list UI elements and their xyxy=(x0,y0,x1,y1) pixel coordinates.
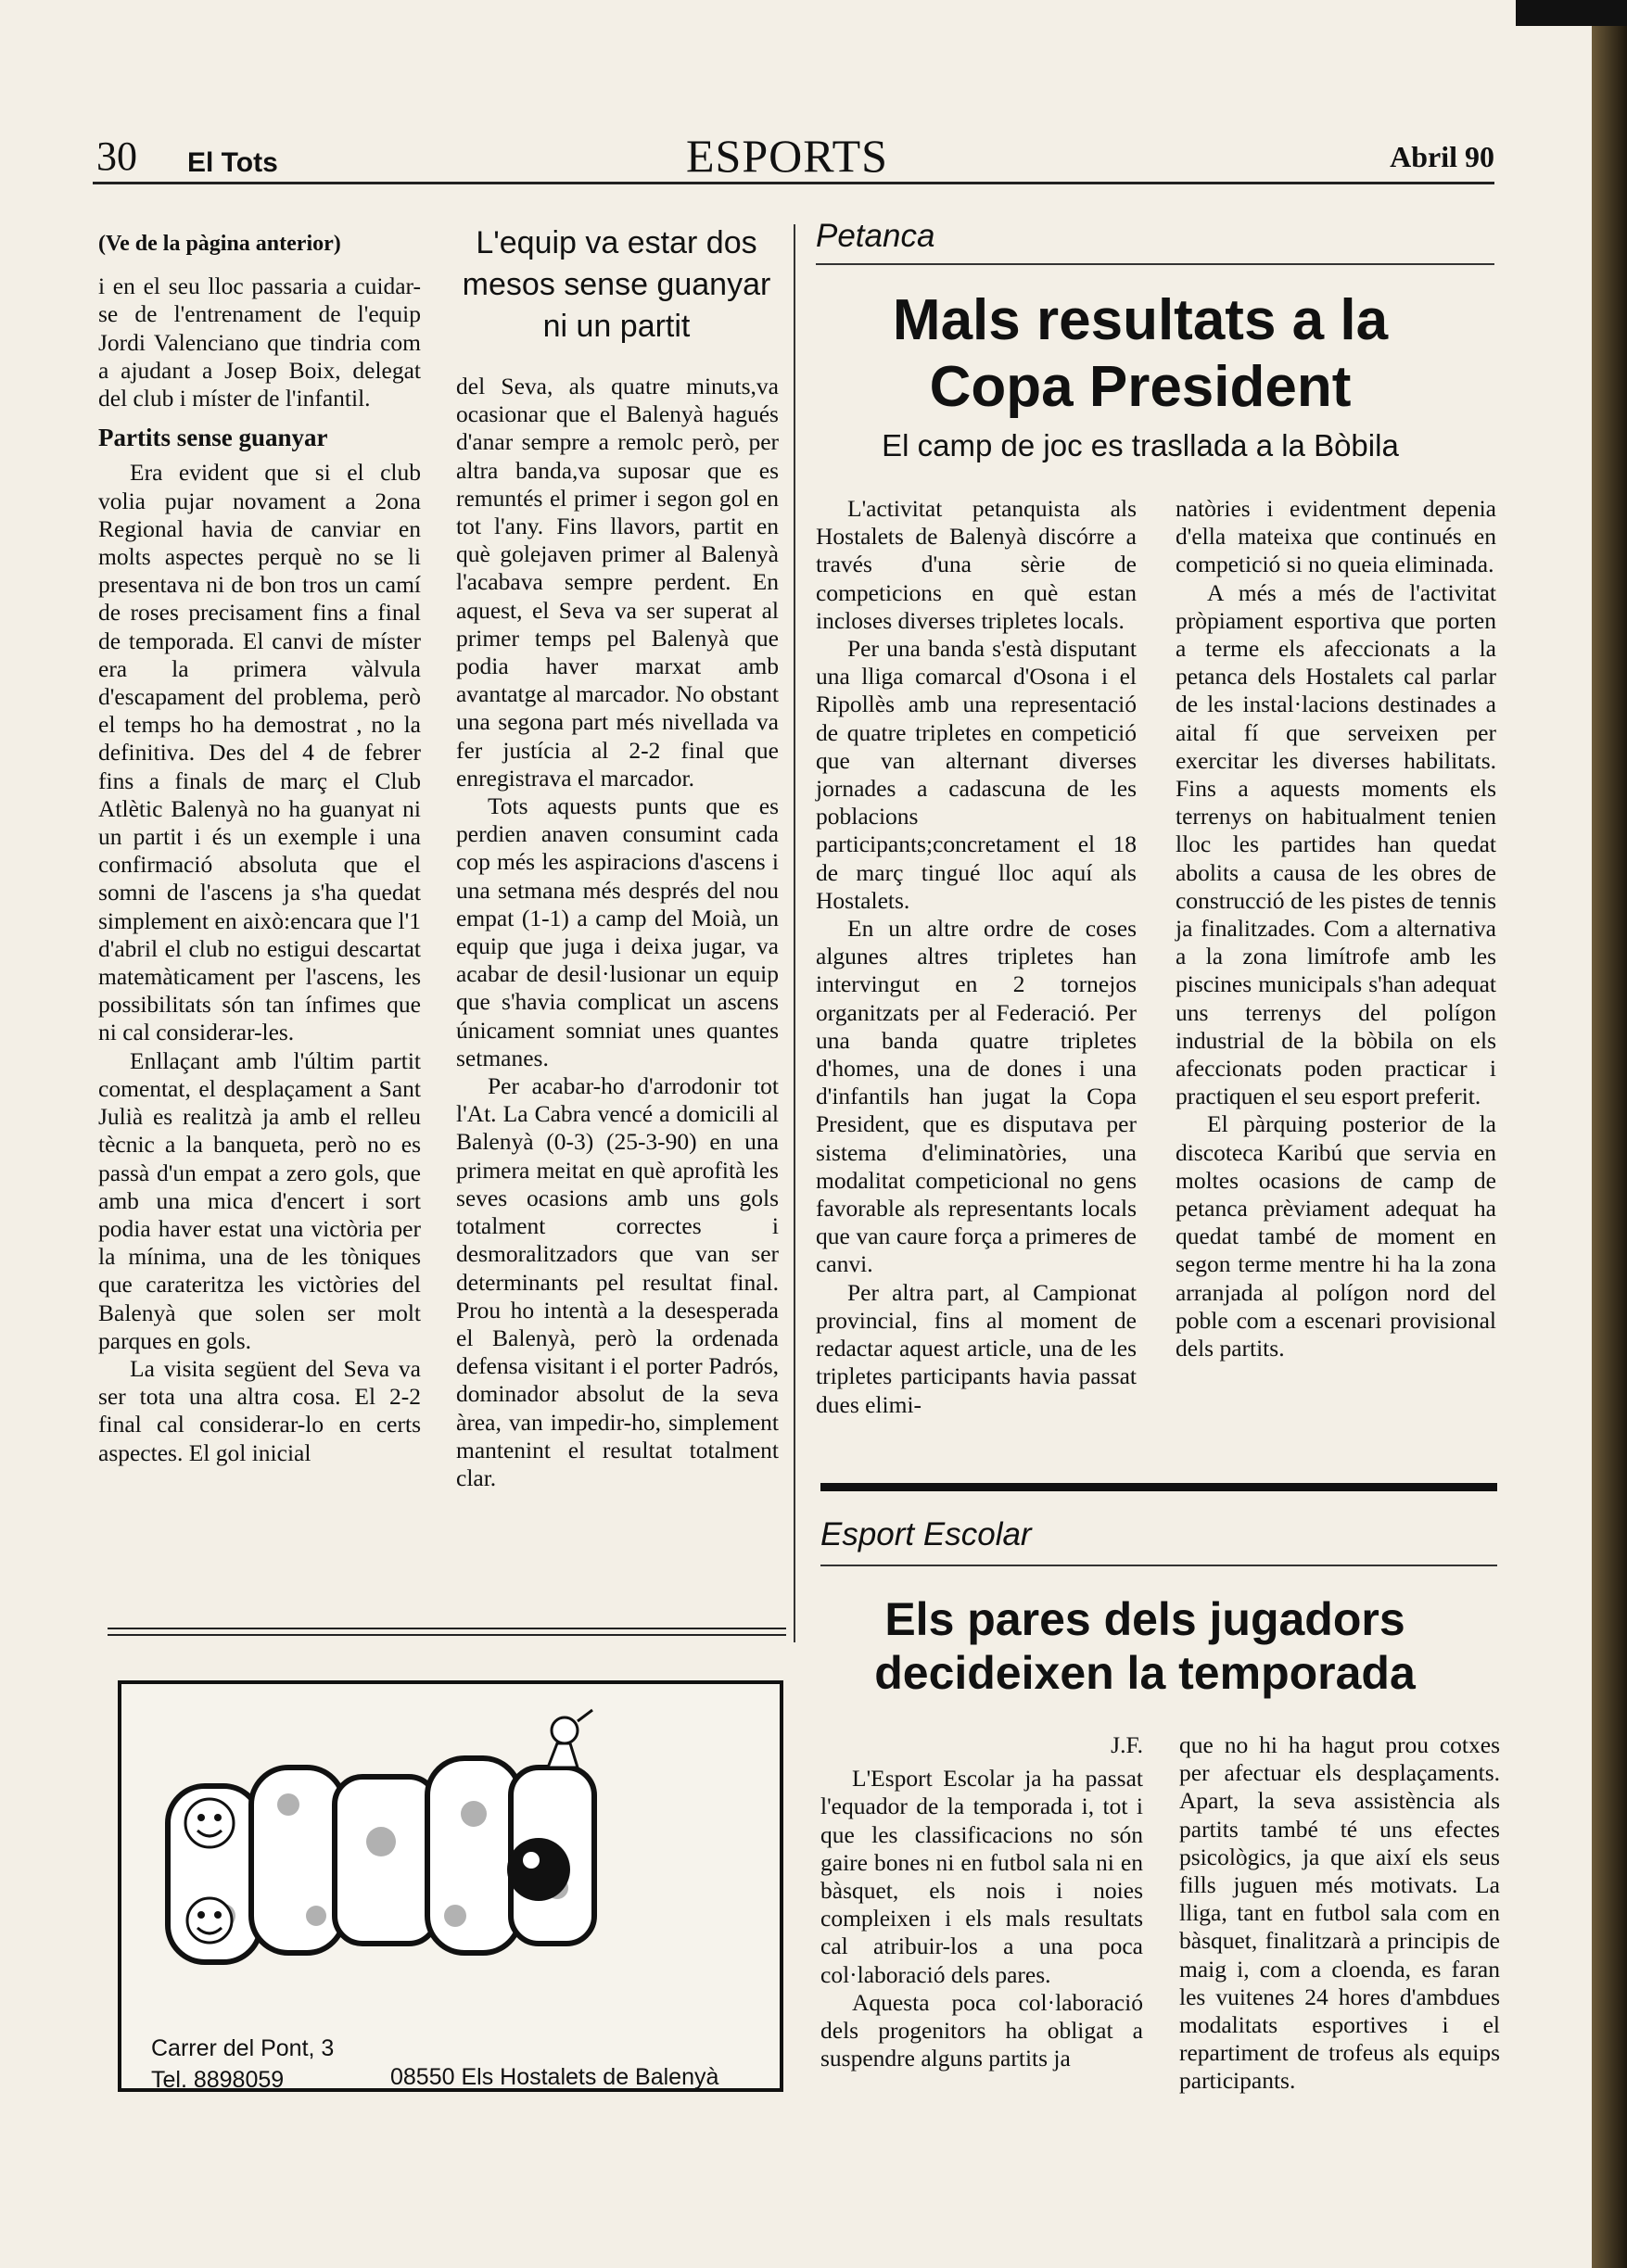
paragraph: que no hi ha hagut prou cotxes per afectuar els desplaçaments. Apart, la seva assistència als partits també té uns efectes psicològics, ja que així els seus fills juguen més motivats. La lliga, tant en futbol sala com en bàsquet, finalitzarà a principis de maig i, com a cloenda, es faran les vuitenes 24 hores d'ambdues modalitats esportives i el repartiment de trofeus als equips participants. xyxy=(1179,1731,1500,2095)
paragraph: Aquesta poca col·laboració dels progenitors ha obligat a suspendre alguns partits ja xyxy=(820,1988,1143,2072)
postal-town: 08550 Els Hostalets de Balenyà xyxy=(390,2064,719,2090)
subheading: Partits sense guanyar xyxy=(98,424,328,452)
paragraph: En un altre ordre de coses algunes altres tripletes han intervingut en 2 tornejos organitzats per al Federació. Per una banda quatre tripletes d'homes, una de dones i una d'infantils han jugat la Copa President, que es disputava per sistema d'eliminatòries, una modalitat competicional no gens favorable als representants locals que van caure força a primeres de canvi. xyxy=(816,915,1137,1278)
section-rule xyxy=(820,1565,1497,1566)
double-rule-top xyxy=(108,1628,786,1629)
paragraph: Era evident que si el club volia pujar novament a 2ona Regional havia de canviar en molts aspectes perquè no se li presentava ni de bon tros un camí de roses precisament fins a final de temporada. El canvi de míster era la primera vàlvula d'escapament del problema, però el temps ho ha demostrat , no la definitiva. Des del 4 de febrer fins a finals de març el Club Atlètic Balenyà no ha guanyat ni un partit i és un exemple i una confirmació absoluta que el somni de l'ascens ja s'ha quedat simplement en això:encara que l'1 d'abril el club no estigui descartat matemàticament per l'ascens, les possibilitats són tan ínfimes que ni cal considerar-les. xyxy=(98,459,421,1046)
paragraph: Tots aquests punts que es perdien anaven consumint cada cop més les aspiracions d'ascens i una setmana més després del nou empat (1-1) a camp del Moià, un equip que juga i deixa jugar, va acabar de desil·lusionar un equip que s'havia complicat un ascens únicament somniat unes quantes setmanes. xyxy=(456,792,779,1071)
section-title: ESPORTS xyxy=(686,130,888,182)
paragraph: i en el seu lloc passaria a cuidar-se de l'entrenament de l'equip Jordi Valenciano que tindria com a ajudant a Josep Boix, delegat del club i míster de l'infantil. xyxy=(98,272,421,412)
paragraph: del Seva, als quatre minuts,va ocasionar que el Balenyà hagués d'anar sempre a remolc però, per altra banda,va suposar que es remuntés el primer i segon gol en tot l'any. Fins llavors, partit en què golejaven primer al Balenyà l'acabava sempre perdent. En aquest, el Seva va ser superat al primer temps pel Balenyà que podia haver marxat amb avantatge al marcador. No obstant una segona part més nivellada va fer justícia al 2-2 final que enregistrava el marcador. xyxy=(456,373,779,792)
header-rule xyxy=(93,182,1494,184)
column-1 xyxy=(98,230,421,1467)
byline: J.F. xyxy=(1111,1731,1143,1758)
double-rule-bottom xyxy=(108,1634,786,1636)
section-divider-thick xyxy=(820,1483,1497,1491)
advertisement-box xyxy=(118,1680,783,2092)
paragraph: L'activitat petanquista als Hostalets de Balenyà discórre a través d'una sèrie de competicions en què estan incloses diverses tripletes locals. xyxy=(816,495,1137,634)
paragraph: Per una banda s'està disputant una lliga comarcal d'Osona i el Ripollès amb una representació de quatre tripletes en competició que van alternant diverses jornades a cadascuna de les poblacions participants;concretament el 18 de març tingué lloc aquí als Hostalets. xyxy=(816,635,1137,914)
petanca-headline: Mals resultats a la Copa President xyxy=(892,288,1389,419)
paragraph: Per altra part, al Campionat provincial, fins al moment de redactar aquest article, una de les tripletes participants havia passat dues elimi- xyxy=(816,1278,1137,1418)
page-header xyxy=(93,125,1494,183)
street-address: Carrer del Pont, 3 xyxy=(151,2035,335,2061)
escolar-headline: Els pares dels jugadors decideixen la temporada xyxy=(874,1593,1416,1699)
bambi-logo xyxy=(149,1703,631,1981)
paragraph: Enllaçant amb l'últim partit comentat, el desplaçament a Sant Julià es realitzà ja amb el relleu tècnic a la banqueta, però no es passà d'un empat a zero gols, que amb una mica d'encert i sort podia haver estat una victòria per la mínima, una de les tòniques que carateritza les victòries del Balenyà que solen ser molt parques en gols. xyxy=(98,1046,421,1354)
petanca-column-2 xyxy=(1176,495,1496,1362)
pull-quote-title: L'equip va estar dos mesos sense guanyar ni un partit xyxy=(462,225,771,344)
escolar-column-1 xyxy=(820,1731,1143,2072)
page-number: 30 xyxy=(96,133,137,179)
binding-edge-top xyxy=(1516,0,1627,26)
advertiser-address xyxy=(151,2033,334,2096)
paragraph: El pàrquing posterior de la discoteca Karibú que servia en moltes ocasions de camp de petanca prèviament adequat ha quedat també de moment en segon terme mentre hi ha la zona arranjada al polígon nord del poble com a escenari provisional dels partits. xyxy=(1176,1110,1496,1362)
paragraph: A més a més de l'activitat pròpiament esportiva que porten a terme els afeccionats a la petanca dels Hostalets cal parlar de les instal·lacions destinades a aital fí que serveixen per exercitar les diverses habilitats. Fins a aquests moments els terrenys on habitualment tenien lloc les partides han quedat abolits a causa de les obres de construcció de les pistes de tennis ja finalitzades. Com a alternativa a la zona limítrofe amb les piscines municipals s'han adequat uns terrenys del polígon industrial de la bòbila on els afeccionats poden practicar i practiquen el seu esport preferit. xyxy=(1176,578,1496,1110)
petanca-column-1 xyxy=(816,495,1137,1419)
column-2 xyxy=(456,373,779,1492)
petanca-section-label: Petanca xyxy=(816,218,935,254)
escolar-column-2 xyxy=(1179,1731,1500,2096)
issue-date: Abril 90 xyxy=(1390,140,1494,173)
paragraph: La visita següent del Seva va ser tota una altra cosa. El 2-2 final cal considerar-lo en certs aspectes. El gol inicial xyxy=(98,1354,421,1466)
phone-number: Tel. 8898059 xyxy=(151,2067,285,2093)
continued-note: (Ve de la pàgina anterior) xyxy=(98,232,341,256)
binding-edge xyxy=(1592,0,1627,2268)
column-divider xyxy=(794,224,795,1642)
paragraph: natòries i evidentment depenia d'ella mateixa que continués en competició si no queia eliminada. xyxy=(1176,495,1496,578)
magazine-name: El Tots xyxy=(187,147,278,178)
petanca-subheadline: El camp de joc es trasllada a la Bòbila xyxy=(882,428,1399,462)
paragraph: L'Esport Escolar ja ha passat l'equador de la temporada i, tot i que les classificacions no són gaire bones ni en futbol sala ni en bàsquet, els nois i noies compleixen i els mals resultats cal atribuir-los a una poca col·laboració dels pares. xyxy=(820,1765,1143,1988)
paragraph: Per acabar-ho d'arrodonir tot l'At. La Cabra vencé a domicili al Balenyà (0-3) (25-3-90) en una primera meitat en què aprofità les seves ocasions amb uns gols totalment correctes i desmoralitzadors que van ser determinants pel resultat final. Prou ho intentà a la desesperada el Balenyà, però la ordenada defensa visitant i el porter Padrós, dominador absolut de la seva àrea, van impedir-ho, simplement mantenint el resultat totalment clar. xyxy=(456,1072,779,1491)
section-rule xyxy=(816,263,1494,265)
escolar-section-label: Esport Escolar xyxy=(820,1516,1032,1552)
